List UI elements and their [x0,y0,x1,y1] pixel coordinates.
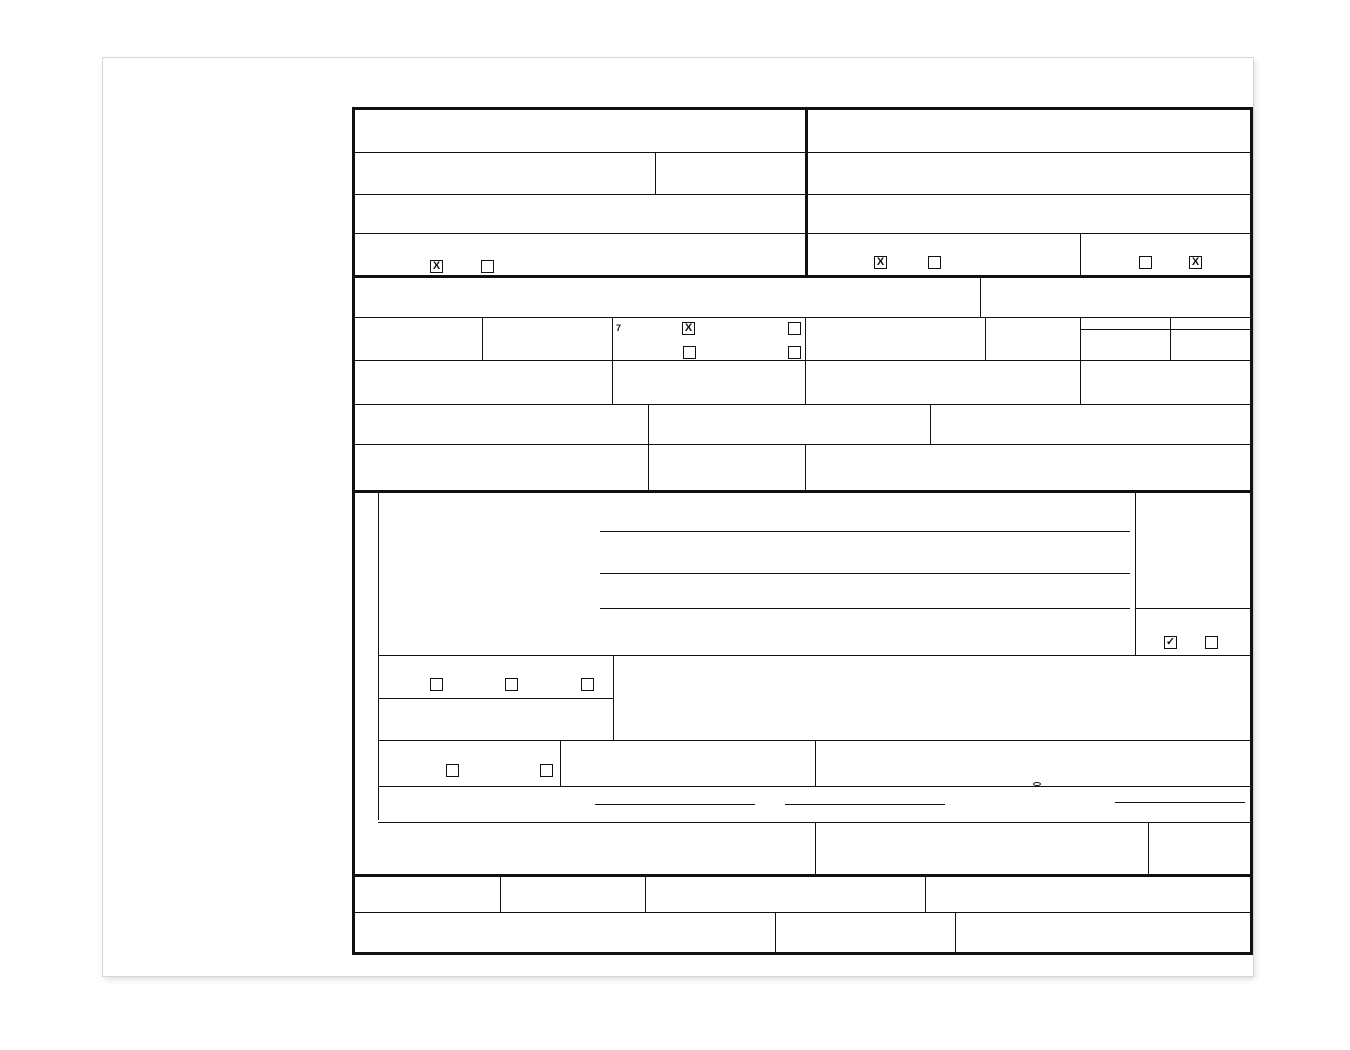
rule [500,874,501,912]
rule [352,107,1250,110]
while-at-work-checkbox[interactable] [446,764,459,777]
not-while-work-checkbox[interactable] [540,764,553,777]
rule [612,317,613,360]
res-inside-yes-checkbox[interactable]: X [874,256,887,269]
rule [378,786,1250,787]
rule [815,822,816,874]
rule [352,490,1250,493]
rule [655,152,656,194]
rule [1080,317,1081,360]
rule [775,912,776,952]
accident-checkbox[interactable] [430,678,443,691]
rule [805,444,806,490]
rule [352,233,1250,234]
rule [482,317,483,360]
rule [805,317,806,360]
rule [1135,490,1136,655]
rule [352,912,1250,913]
certificate-page [103,58,1253,976]
rule [352,317,1250,318]
never-married-checkbox[interactable] [788,322,801,335]
suicide-checkbox[interactable] [505,678,518,691]
death-inside-yes-checkbox[interactable]: X [430,260,443,273]
rule [600,608,1130,609]
divorced-checkbox[interactable] [788,346,801,359]
rule [540,822,720,823]
rule [352,952,1250,955]
rule [600,573,1130,574]
rule [1115,802,1245,803]
rule [352,874,1250,877]
rule [1080,329,1250,330]
rule [815,740,816,786]
marital-number: 7 [616,323,622,333]
rule [955,912,956,952]
farm-yes-checkbox[interactable] [1139,256,1152,269]
rule [378,698,613,699]
rule [352,194,1250,195]
rule [1080,360,1081,404]
farm-no-checkbox[interactable]: X [1189,256,1202,269]
rule [930,404,931,444]
rule [980,275,981,317]
rule [1080,233,1081,275]
rule [352,152,1250,153]
rule [378,822,1250,823]
rule [612,360,613,404]
rule [645,874,646,912]
rule [352,275,1250,278]
rule [613,655,614,740]
rule [1135,608,1250,609]
rule [378,740,1250,741]
rule [785,804,945,805]
rule [352,107,355,955]
res-inside-no-checkbox[interactable] [928,256,941,269]
her-circled [1033,782,1041,786]
rule [560,740,561,786]
rule [352,404,1250,405]
rule [600,531,1130,532]
rule [648,404,649,490]
death-inside-no-checkbox[interactable] [481,260,494,273]
rule [805,107,808,275]
married-checkbox[interactable]: X [682,322,695,335]
autopsy-no-checkbox[interactable] [1205,636,1218,649]
rule [805,360,806,404]
rule [925,874,926,912]
autopsy-yes-checkbox[interactable]: ✓ [1165,636,1176,648]
rule [1170,317,1171,360]
rule [1148,822,1149,874]
rule [378,655,1250,656]
rule [595,804,755,805]
rule [352,360,1250,361]
rule [985,317,986,360]
rule [1250,107,1253,955]
widowed-checkbox[interactable] [683,346,696,359]
homicide-checkbox[interactable] [581,678,594,691]
rule [352,444,1250,445]
